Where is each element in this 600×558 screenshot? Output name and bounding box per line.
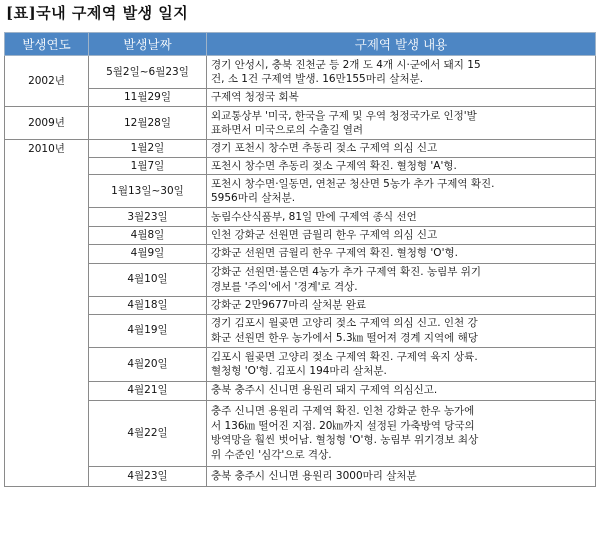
content-line: 화군 선원면 한우 농가에서 5.3㎞ 떨어져 경계 지역에 해당 bbox=[211, 331, 478, 344]
cell-date: 4월10일 bbox=[89, 263, 207, 296]
cell-date: 4월8일 bbox=[89, 227, 207, 245]
content-line: 포천시 창수면 추동리 젖소 구제역 확진. 혈청형 'A'형. bbox=[211, 159, 457, 172]
outbreak-table bbox=[4, 32, 596, 487]
cell-date: 1월7일 bbox=[89, 157, 207, 175]
content-line: 포천시 창수면·일동면, 연천군 청산면 5농가 추가 구제역 확진. bbox=[211, 177, 495, 190]
table-row bbox=[5, 89, 596, 107]
content-line: 위 수준인 '심각'으로 격상. bbox=[211, 448, 332, 461]
content-line: 강화군 2만9677마리 살처분 완료 bbox=[211, 298, 366, 311]
content-line: 경기 안성시, 충북 진천군 등 2개 도 4개 시·군에서 돼지 15 bbox=[211, 58, 481, 71]
content-line: 5956마리 살처분. bbox=[211, 192, 296, 204]
cell-content bbox=[207, 56, 596, 89]
header-date: 발생날짜 bbox=[89, 33, 207, 56]
table-row bbox=[5, 381, 596, 400]
content-line: 강화군 선원면·불은면 4농가 추가 구제역 확진. 농림부 위기 bbox=[211, 266, 482, 278]
cell-date: 4월18일 bbox=[89, 296, 207, 314]
content-line: 경보를 '주의'에서 '경계'로 격상. bbox=[211, 280, 358, 293]
cell-date: 4월22일 bbox=[89, 400, 207, 466]
content-line: 김포시 월곶면 고양리 젖소 구제역 확진. 구제역 육지 상륙. bbox=[211, 350, 478, 363]
content-line: 외교통상부 '미국, 한국을 구제 및 우역 청정국가로 인정'발 bbox=[211, 109, 477, 122]
table-row bbox=[5, 208, 596, 227]
page-title: [표]국내 구제역 발생 일지 bbox=[6, 4, 189, 22]
cell-year: 2002년 bbox=[5, 56, 89, 107]
table-row bbox=[5, 157, 596, 175]
cell-content bbox=[207, 227, 596, 245]
table-row bbox=[5, 347, 596, 381]
cell-content bbox=[207, 400, 596, 466]
header-row bbox=[5, 33, 596, 56]
table-body bbox=[5, 56, 596, 487]
header-content: 구제역 발생 내용 bbox=[207, 33, 596, 56]
cell-date: 1월13일~30일 bbox=[89, 175, 207, 208]
cell-content bbox=[207, 244, 596, 263]
content-line: 충북 충주시 신니면 용원리 돼지 구제역 의심신고. bbox=[211, 384, 438, 397]
table-row bbox=[5, 263, 596, 296]
content-line: 경기 포천시 창수면 추동리 젖소 구제역 의심 신고 bbox=[211, 142, 438, 154]
table-row bbox=[5, 244, 596, 263]
cell-year: 2009년 bbox=[5, 107, 89, 140]
content-line: 서 136㎞ 떨어진 지점. 20㎞까지 설정된 가축방역 당국의 bbox=[211, 419, 475, 432]
cell-content bbox=[207, 296, 596, 314]
cell-date: 1월2일 bbox=[89, 140, 207, 158]
cell-content bbox=[207, 89, 596, 107]
header-year: 발생연도 bbox=[5, 33, 89, 56]
cell-date: 12월28일 bbox=[89, 107, 207, 140]
cell-date: 4월23일 bbox=[89, 466, 207, 486]
table-row bbox=[5, 107, 596, 140]
content-line: 충북 충주시 신니면 용원리 3000마리 살처분 bbox=[211, 469, 417, 482]
table-row bbox=[5, 140, 596, 158]
cell-year: 2010년 bbox=[5, 140, 89, 487]
cell-content bbox=[207, 466, 596, 486]
cell-content bbox=[207, 314, 596, 347]
cell-date: 5월2일~6월23일 bbox=[89, 56, 207, 89]
table-row bbox=[5, 175, 596, 208]
cell-content bbox=[207, 175, 596, 208]
content-line: 구제역 청정국 회복 bbox=[211, 91, 299, 104]
cell-date: 4월21일 bbox=[89, 381, 207, 400]
content-line: 건, 소 1건 구제역 발생. 16만155마리 살처분. bbox=[211, 73, 424, 85]
cell-content bbox=[207, 107, 596, 140]
cell-content bbox=[207, 157, 596, 175]
content-line: 강화군 선원면 금월리 한우 구제역 확진. 혈청형 'O'형. bbox=[211, 247, 458, 260]
content-line: 혈청형 'O'형. 김포시 194마리 살처분. bbox=[211, 365, 387, 377]
table-row bbox=[5, 466, 596, 486]
cell-content bbox=[207, 347, 596, 381]
cell-date: 4월20일 bbox=[89, 347, 207, 381]
content-line: 표하면서 미국으로의 수출길 열려 bbox=[211, 124, 364, 136]
table-row bbox=[5, 296, 596, 314]
cell-content bbox=[207, 381, 596, 400]
cell-date: 3월23일 bbox=[89, 208, 207, 227]
content-line: 농림수산식품부, 81일 만에 구제역 종식 선언 bbox=[211, 210, 417, 223]
cell-content bbox=[207, 208, 596, 227]
cell-date: 4월9일 bbox=[89, 244, 207, 263]
content-line: 충주 신니면 용원리 구제역 확진. 인천 강화군 한우 농가에 bbox=[211, 405, 475, 417]
table-row bbox=[5, 56, 596, 89]
cell-content bbox=[207, 140, 596, 158]
table-row bbox=[5, 400, 596, 466]
table-row bbox=[5, 227, 596, 245]
content-line: 방역망을 훨씬 벗어남. 혈청형 'O'형. 농림부 위기경보 최상 bbox=[211, 434, 479, 446]
table-row bbox=[5, 314, 596, 347]
content-line: 인천 강화군 선원면 금월리 한우 구제역 의심 신고 bbox=[211, 229, 438, 241]
cell-date: 11월29일 bbox=[89, 89, 207, 107]
content-line: 경기 김포시 월곶면 고양리 젖소 구제역 의심 신고. 인천 강 bbox=[211, 317, 478, 329]
cell-date: 4월19일 bbox=[89, 314, 207, 347]
cell-content bbox=[207, 263, 596, 296]
